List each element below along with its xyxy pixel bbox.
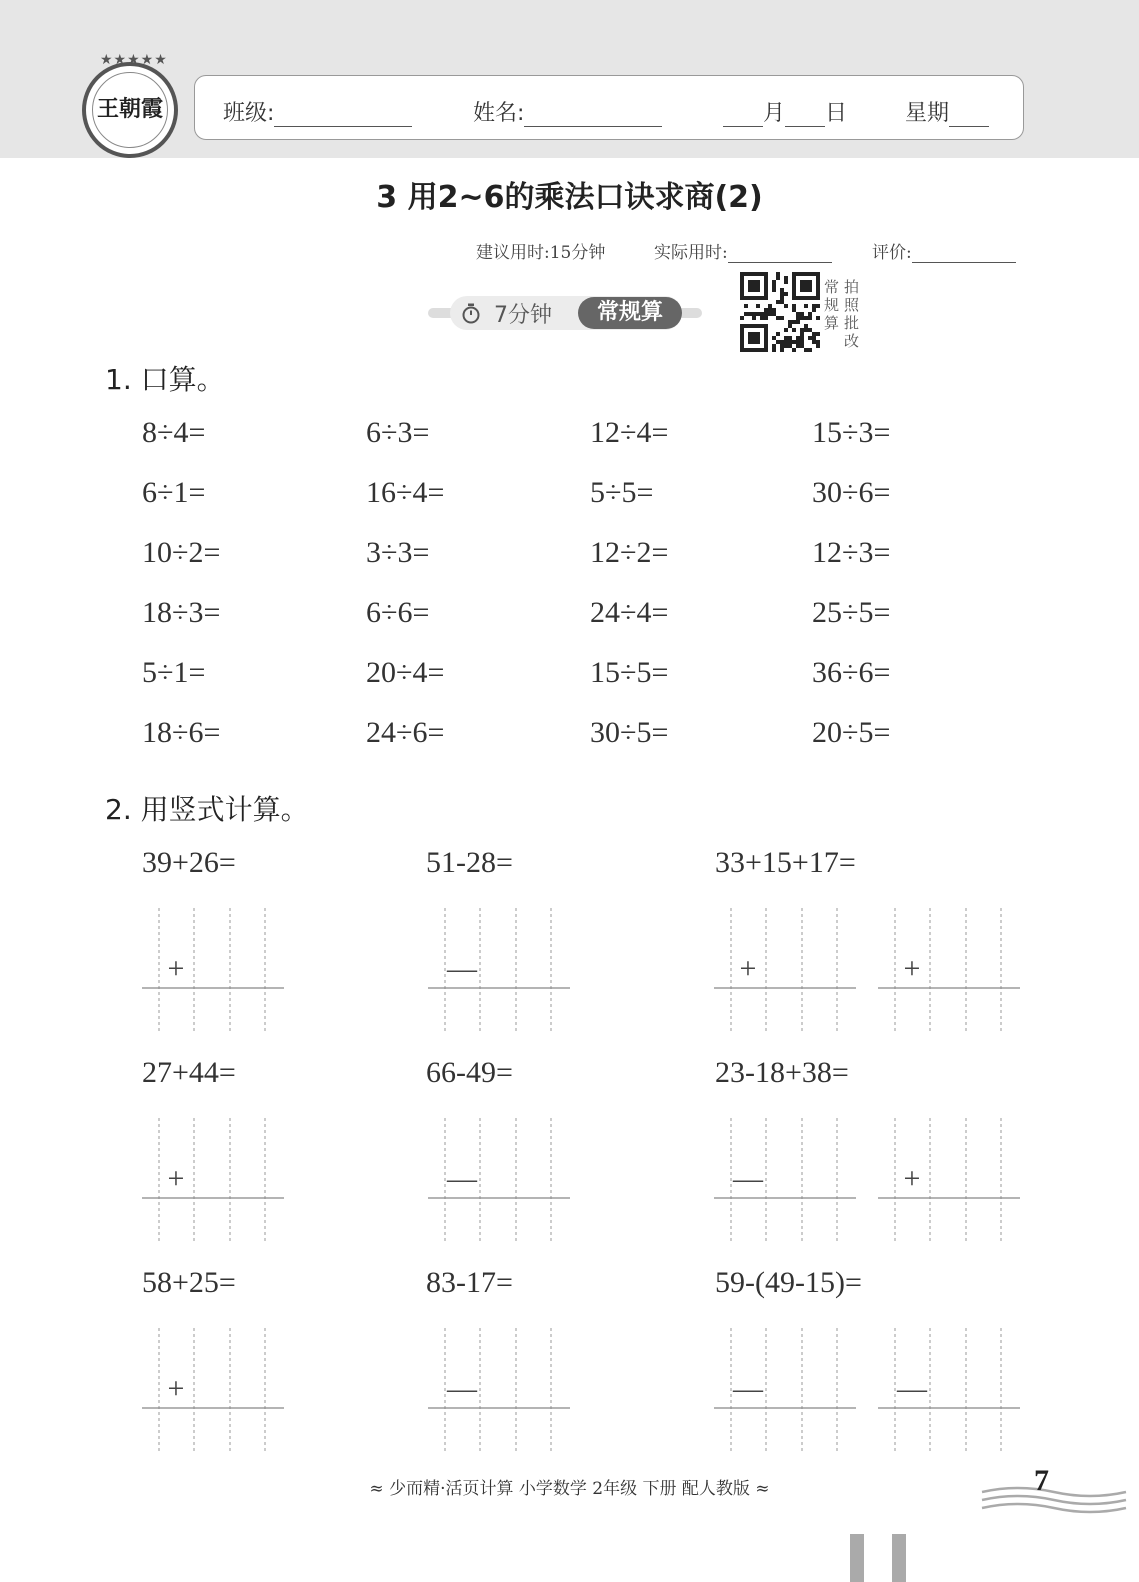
qr-module: [772, 344, 776, 348]
section2-heading: 2. 用竖式计算。: [105, 793, 309, 826]
qr-module: [772, 336, 776, 340]
qr-module: [796, 320, 800, 324]
operator-sign: +: [167, 1372, 185, 1405]
qr-module: [780, 288, 784, 292]
name-blank[interactable]: [524, 102, 662, 127]
qr-module: [816, 340, 820, 344]
oral-problem: 12÷4=: [590, 416, 669, 449]
oral-problem: 6÷6=: [366, 596, 430, 629]
vertical-calc-grid[interactable]: [714, 908, 856, 1032]
qr-module: [800, 328, 804, 332]
oral-problem: 12÷3=: [812, 536, 891, 569]
logo-text: 王朝霞: [96, 96, 163, 122]
qr-module: [792, 348, 796, 352]
vertical-calc-grid[interactable]: [878, 908, 1020, 1032]
qr-module: [752, 312, 756, 316]
qr-module: [744, 312, 748, 316]
category-tag: 常规算: [578, 297, 682, 329]
qr-module: [808, 336, 812, 340]
actual-time-label: 实际用时:: [654, 243, 728, 263]
oral-problem: 10÷2=: [142, 536, 221, 569]
qr-module: [784, 276, 788, 280]
vertical-calc-grid[interactable]: [142, 908, 284, 1032]
qr-module: [776, 332, 780, 336]
qr-module: [800, 336, 804, 340]
wave-decoration-icon: [978, 1484, 1128, 1518]
vertical-problem: 59-(49-15)=: [715, 1266, 862, 1299]
qr-finder-pattern: [748, 280, 760, 292]
qr-module: [760, 312, 764, 316]
qr-module: [792, 308, 796, 312]
evaluation-field[interactable]: [872, 238, 1016, 263]
operator-sign: —: [447, 952, 477, 985]
binder-tab: [850, 1534, 864, 1582]
qr-module: [772, 280, 776, 284]
qr-module: [772, 288, 776, 292]
vertical-problem: 33+15+17=: [715, 846, 856, 879]
vertical-calc-grid[interactable]: [428, 908, 570, 1032]
oral-problem: 30÷6=: [812, 476, 891, 509]
vertical-calc-grid[interactable]: [878, 1328, 1020, 1452]
oral-problem: 15÷5=: [590, 656, 669, 689]
qr-module: [744, 304, 748, 308]
operator-sign: —: [447, 1372, 477, 1405]
vertical-calc-grid[interactable]: [142, 1328, 284, 1452]
qr-caption-col2: 拍照批改: [844, 278, 860, 350]
qr-module: [784, 304, 788, 308]
qr-module: [760, 316, 764, 320]
qr-module: [780, 316, 784, 320]
month-blank[interactable]: [723, 102, 763, 127]
qr-module: [808, 328, 812, 332]
oral-problem: 36÷6=: [812, 656, 891, 689]
qr-module: [780, 340, 784, 344]
qr-module: [812, 336, 816, 340]
oral-problem: 15÷3=: [812, 416, 891, 449]
qr-module: [796, 312, 800, 316]
oral-problem: 8÷4=: [142, 416, 206, 449]
star-icons: ★★★★★: [100, 52, 168, 68]
class-blank[interactable]: [274, 102, 412, 127]
operator-sign: +: [167, 952, 185, 985]
qr-module: [796, 316, 800, 320]
operator-sign: +: [739, 952, 757, 985]
qr-module: [776, 272, 780, 276]
oral-problem: 12÷2=: [590, 536, 669, 569]
vertical-problem: 66-49=: [426, 1056, 513, 1089]
qr-module: [776, 340, 780, 344]
operator-sign: —: [733, 1162, 763, 1195]
class-label: 班级:: [223, 101, 275, 126]
qr-module: [784, 328, 788, 332]
weekday-field[interactable]: [905, 96, 989, 127]
qr-module: [800, 312, 804, 316]
qr-module: [780, 300, 784, 304]
operator-sign: +: [903, 1162, 921, 1195]
vertical-problem: 58+25=: [142, 1266, 236, 1299]
qr-module: [816, 316, 820, 320]
qr-module: [764, 316, 768, 320]
qr-module: [800, 340, 804, 344]
oral-problem: 18÷6=: [142, 716, 221, 749]
vertical-problem: 23-18+38=: [715, 1056, 849, 1089]
qr-module: [752, 316, 756, 320]
qr-module: [804, 304, 808, 308]
qr-module: [740, 316, 744, 320]
qr-module: [780, 344, 784, 348]
section1-heading: 1. 口算。: [105, 363, 225, 396]
binder-tab: [892, 1534, 906, 1582]
operator-sign: +: [167, 1162, 185, 1195]
qr-module: [772, 312, 776, 316]
class-field[interactable]: [223, 96, 412, 127]
qr-module: [816, 332, 820, 336]
qr-module: [792, 304, 796, 308]
qr-module: [768, 312, 772, 316]
qr-module: [784, 344, 788, 348]
qr-module: [780, 296, 784, 300]
oral-problem: 20÷5=: [812, 716, 891, 749]
operator-sign: +: [903, 952, 921, 985]
qr-module: [756, 312, 760, 316]
day-label: 日: [825, 101, 848, 126]
qr-module: [800, 332, 804, 336]
qr-code-icon[interactable]: [740, 272, 820, 352]
qr-module: [780, 292, 784, 296]
qr-module: [764, 308, 768, 312]
weekday-blank[interactable]: [949, 102, 989, 127]
actual-time-blank[interactable]: [728, 244, 832, 263]
qr-module: [776, 316, 780, 320]
qr-module: [768, 304, 772, 308]
name-label: 姓名:: [473, 101, 525, 126]
evaluation-blank[interactable]: [912, 244, 1016, 263]
oral-problem: 3÷3=: [366, 536, 430, 569]
page-number: 7: [1034, 1464, 1049, 1497]
qr-module: [772, 284, 776, 288]
name-field[interactable]: [473, 96, 662, 127]
oral-problem: 25÷5=: [812, 596, 891, 629]
qr-module: [788, 320, 792, 324]
qr-module: [756, 304, 760, 308]
qr-module: [776, 276, 780, 280]
oral-problem: 18÷3=: [142, 596, 221, 629]
qr-module: [792, 320, 796, 324]
suggested-time: 建议用时:15分钟: [476, 243, 606, 263]
qr-module: [800, 344, 804, 348]
qr-module: [796, 336, 800, 340]
oral-problem: 6÷1=: [142, 476, 206, 509]
qr-module: [812, 340, 816, 344]
oral-problem: 30÷5=: [590, 716, 669, 749]
footer-text: ≈ 少而精·活页计算 小学数学 2年级 下册 配人教版 ≈: [369, 1479, 770, 1499]
timer-minutes: 7分钟: [494, 303, 552, 328]
oral-problem: 5÷1=: [142, 656, 206, 689]
qr-module: [812, 308, 816, 312]
vertical-problem: 27+44=: [142, 1056, 236, 1089]
qr-finder-pattern: [748, 332, 760, 344]
vertical-calc-grid[interactable]: [428, 1328, 570, 1452]
publisher-logo: [82, 52, 178, 158]
qr-module: [784, 280, 788, 284]
page-title: 3 用2~6的乘法口诀求商(2): [376, 180, 763, 215]
qr-caption-col1: 常规算: [824, 278, 840, 332]
oral-problem: 5÷5=: [590, 476, 654, 509]
qr-module: [748, 312, 752, 316]
qr-module: [808, 348, 812, 352]
vertical-problem: 83-17=: [426, 1266, 513, 1299]
qr-module: [768, 308, 772, 312]
qr-module: [808, 316, 812, 320]
actual-time-field[interactable]: [654, 238, 832, 263]
qr-module: [788, 336, 792, 340]
student-info-box: [194, 75, 1024, 140]
qr-module: [812, 332, 816, 336]
date-field[interactable]: [723, 96, 847, 127]
weekday-label: 星期: [905, 101, 950, 126]
qr-module: [784, 336, 788, 340]
qr-module: [792, 328, 796, 332]
evaluation-label: 评价:: [872, 243, 912, 263]
oral-problem: 6÷3=: [366, 416, 430, 449]
qr-module: [796, 344, 800, 348]
vertical-problem: 39+26=: [142, 846, 236, 879]
qr-finder-pattern: [800, 280, 812, 292]
oral-problem: 16÷4=: [366, 476, 445, 509]
vertical-calc-grid[interactable]: [714, 1118, 856, 1242]
qr-module: [788, 344, 792, 348]
vertical-calc-grid[interactable]: [714, 1328, 856, 1452]
qr-module: [784, 292, 788, 296]
month-label: 月: [763, 101, 786, 126]
qr-module: [772, 308, 776, 312]
qr-module: [800, 316, 804, 320]
qr-module: [780, 348, 784, 352]
qr-module: [784, 340, 788, 344]
qr-module: [776, 300, 780, 304]
qr-module: [804, 328, 808, 332]
vertical-calc-grid[interactable]: [142, 1118, 284, 1242]
operator-sign: —: [897, 1372, 927, 1405]
qr-module: [804, 316, 808, 320]
qr-module: [812, 304, 816, 308]
qr-module: [804, 348, 808, 352]
qr-module: [796, 340, 800, 344]
qr-module: [804, 324, 808, 328]
day-blank[interactable]: [785, 102, 825, 127]
vertical-calc-grid[interactable]: [878, 1118, 1020, 1242]
operator-sign: —: [733, 1372, 763, 1405]
oral-problem: 24÷6=: [366, 716, 445, 749]
vertical-calc-grid[interactable]: [428, 1118, 570, 1242]
qr-module: [816, 344, 820, 348]
qr-module: [764, 312, 768, 316]
qr-module: [816, 304, 820, 308]
stopwatch-icon: [460, 302, 482, 324]
qr-module: [788, 340, 792, 344]
vertical-problem: 51-28=: [426, 846, 513, 879]
qr-module: [788, 324, 792, 328]
qr-module: [808, 312, 812, 316]
oral-problem: 20÷4=: [366, 656, 445, 689]
qr-module: [772, 348, 776, 352]
qr-module: [792, 340, 796, 344]
oral-problem: 24÷4=: [590, 596, 669, 629]
operator-sign: —: [447, 1162, 477, 1195]
